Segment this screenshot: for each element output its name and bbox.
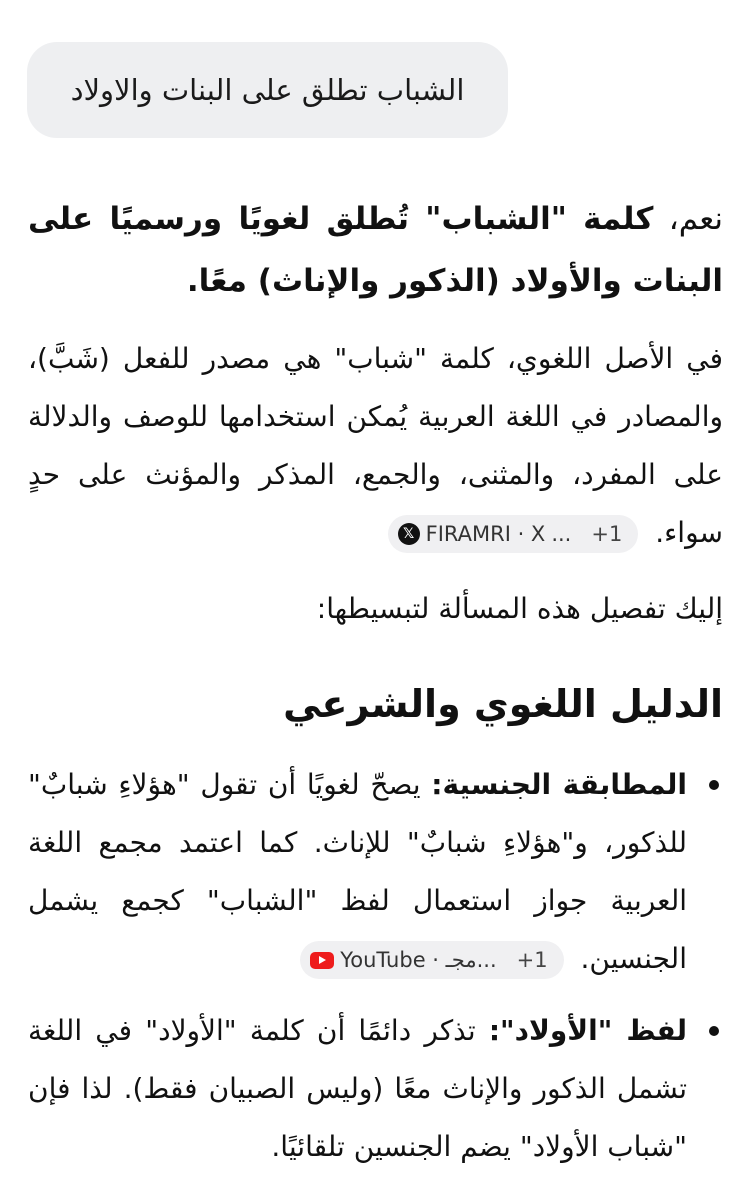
x-logo-icon: 𝕏 <box>398 523 420 545</box>
list-item <box>28 756 723 988</box>
user-message-text: الشباب تطلق على البنات والاولاد <box>70 73 465 107</box>
citation-chip-x[interactable] <box>388 515 639 553</box>
user-message-bubble <box>27 42 508 138</box>
citation-source: YouTube · مجـ... <box>340 948 497 972</box>
citation-chip-youtube[interactable] <box>300 941 563 979</box>
bullet-text: تذكر دائمًا أن كلمة "الأولاد" في اللغة تشمل الذكور والإناث معًا (وليس الصبيان فقط). لذا فإن "شباب الأولاد" يضم الجنسين تلقائيًا. <box>28 1014 687 1163</box>
list-item <box>28 1002 723 1176</box>
section-heading: الدليل اللغوي والشرعي <box>283 682 723 726</box>
lead-bold-text: كلمة "الشباب" تُطلق لغويًا ورسميًا على البنات والأولاد (الذكور والإناث) معًا. <box>28 201 723 299</box>
citation-count: +1 <box>516 948 548 972</box>
youtube-logo-icon <box>310 952 334 969</box>
lead-prefix: نعم، <box>668 201 724 237</box>
bullet-list <box>28 756 723 1176</box>
answer-intro: إليك تفصيل هذه المسألة لتبسيطها: <box>316 592 723 625</box>
bullet-text: يصحّ لغويًا أن تقول "هؤلاءِ شبابٌ" للذكور، و"هؤلاءِ شبابٌ" للإناث. كما اعتمد مجمع اللغة العربية جواز استعمال لفظ "الشباب" كجمع يشمل الجنسين. <box>28 768 687 975</box>
bullet-dot-icon <box>709 780 719 790</box>
bullet-title: المطابقة الجنسية: <box>431 768 687 801</box>
bullet-dot-icon <box>709 1026 719 1036</box>
citation-count: +1 <box>591 522 623 546</box>
paragraph-text: في الأصل اللغوي، كلمة "شباب" هي مصدر للفعل (شَبَّ)، والمصادر في اللغة العربية يُمكن استخدامها للوصف والدلالة على المفرد، والمثنى، والجمع، المذكر والمؤنث على حدٍ سواء. <box>28 342 723 549</box>
answer-paragraph <box>28 330 723 562</box>
assistant-answer <box>28 188 723 1190</box>
citation-source: FIRAMRI · X <box>425 522 546 546</box>
answer-lead <box>28 188 723 312</box>
bullet-title: لفظ "الأولاد": <box>488 1014 687 1047</box>
citation-ellipsis: ... <box>551 522 572 546</box>
